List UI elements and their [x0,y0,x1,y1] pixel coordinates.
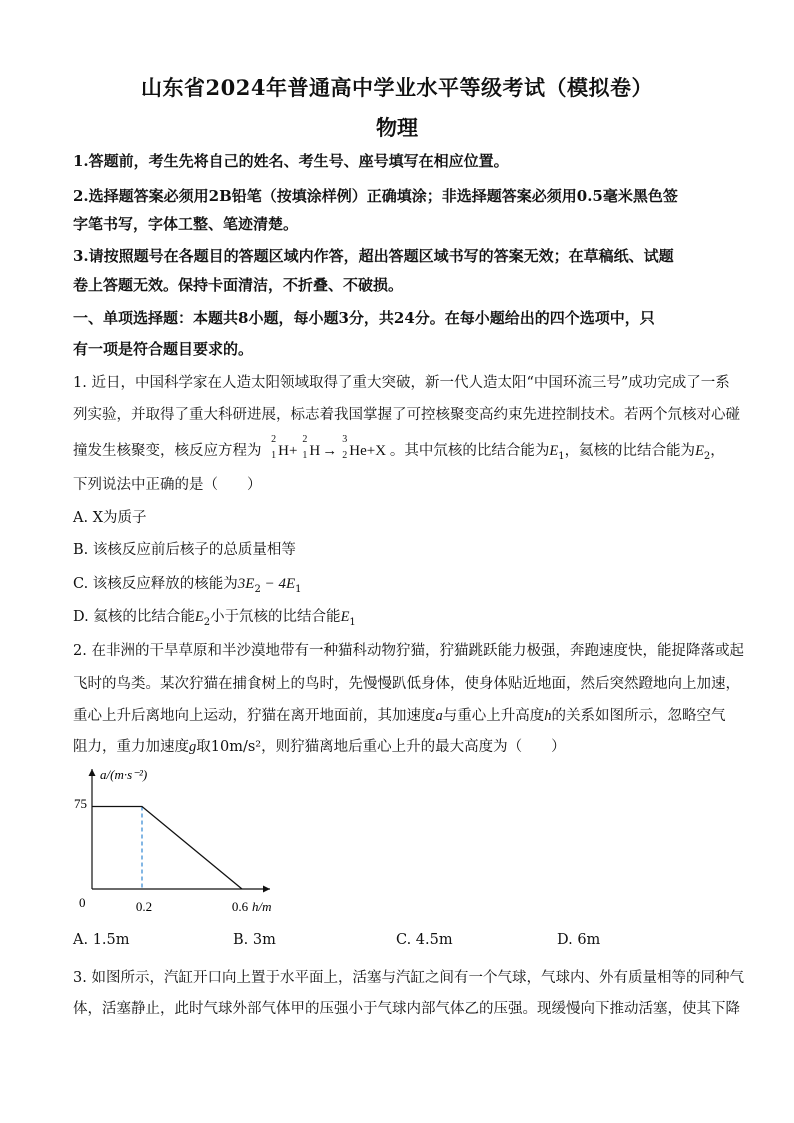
instruction-3-cont: 卷上答题无效。保持卡面清洁，不折叠、不破损。 [73,276,404,294]
e1-subscript: 1 [558,450,565,462]
q3-stem-line2: 体，活塞静止，此时气球外部气体甲的压强小于气球内部气体乙的压强。现缓慢向下推动活塞，使其下降 [73,1001,740,1017]
q1-option-d-e2: E [194,609,204,625]
exam-title: 山东省2024年普通高中学业水平等级考试（模拟卷） [141,75,653,100]
var-h: h [544,708,552,724]
section-heading-cont: 有一项是符合题目要求的。 [73,340,254,358]
q2-stem-line1: 2. 在非洲的干旱草原和半沙漠地带有一种猫科动物狞猫，狞猫跳跃能力极强，奔跑速度快，能捉降落或起 [73,643,744,659]
plus-sign-2: + [366,443,376,459]
y-axis-label: a/(m·s⁻²) [100,767,148,782]
q1-option-c-expr: 3E [237,576,255,592]
helium-charge-number: 2 [342,450,348,461]
q1-stem-prefix: 撞发生核聚变，核反应方程为 [73,443,262,459]
q2-option-a[interactable]: A. 1.5m [73,932,130,948]
q1-option-c[interactable] [73,572,302,595]
q2-stem-line3 [73,704,726,725]
x-tick-label-0.6: 0.6 [231,899,249,914]
x-axis-label: h/m [252,899,272,914]
deuteron-mass-number: 2 [271,434,277,445]
q1-stem-end: ， [710,443,725,459]
q2-option-c[interactable]: C. 4.5m [396,932,453,948]
q1-option-c-text: C. 该核反应释放的核能为 [73,576,238,592]
e2-symbol: E [695,443,704,459]
q3-stem-line1: 3. 如图所示，汽缸开口向上置于水平面上，活塞与汽缸之间有一个气球，气球内、外有质量相等的同种气 [73,970,744,986]
q1-option-d-mid: 小于氘核的比结合能 [210,609,341,625]
q1-option-d-sub2: 2 [203,616,211,628]
q2-line3-a: 重心上升后离地向上运动，狞猫在离开地面前，其加速度 [73,708,436,724]
instruction-1: 1.答题前，考生先将自己的姓名、考生号、座号填写在相应位置。 [73,152,509,170]
plus-sign: + [288,443,298,459]
y-tick-label: 75 [74,796,87,811]
e2-subscript: 2 [703,450,711,462]
helium-mass-number: 3 [342,434,348,445]
e1-symbol: E [549,443,559,459]
deuteron2-mass-number: 2 [302,434,308,445]
reaction-arrow: → [322,443,338,459]
q1-option-c-sub1: 2 [254,583,261,595]
q1-option-d-sub1: 1 [349,616,356,628]
deuteron-symbol: H [278,443,289,459]
q1-option-c-mid: − 4E [260,576,296,592]
origin-label: 0 [79,895,86,910]
helium-symbol: He [349,443,367,459]
acceleration-height-chart [70,765,290,920]
q1-option-d-text: D. 氦核的比结合能 [73,609,195,625]
instruction-3: 3.请按照题号在各题目的答题区域内作答，超出答题区域书写的答案无效；在草稿纸、试题 [73,247,674,265]
instruction-2-cont: 字笔书写，字体工整、笔迹清楚。 [73,215,299,233]
q1-option-d-e1: E [340,609,350,625]
q1-option-b[interactable]: B. 该核反应前后核子的总质量相等 [73,542,296,558]
deuteron2-symbol: H [309,443,321,459]
var-g: g [189,739,197,755]
subject-title: 物理 [376,115,418,140]
q1-option-a[interactable]: A. X为质子 [73,510,147,526]
q2-line4-b: 取10m/s²，则狞猫离地后重心上升的最大高度为（ ） [196,739,566,755]
q1-stem-line2: 列实验，并取得了重大科研进展，标志着我国掌握了可控核聚变高约束先进控制技术。若两个氘核对心碰 [73,407,740,423]
q2-line4-a: 阻力，重力加速度 [73,739,189,755]
deuteron2-charge-number: 1 [302,450,308,461]
reaction-equation [266,434,390,461]
q2-line3-b: 与重心上升高度 [442,708,545,724]
q1-stem-line3 [73,434,725,462]
x-tick-label-0.2: 0.2 [135,899,153,914]
q1-option-d[interactable] [73,605,356,628]
q2-stem-line4 [73,735,566,756]
q2-stem-line2: 飞时的鸟类。某次狞猫在捕食树上的鸟时，先慢慢趴低身体，使身体贴近地面，然后突然蹬地向上加速， [73,676,740,692]
section-heading: 一、单项选择题：本题共8小题，每小题3分，共24分。在每小题给出的四个选项中，只 [73,309,655,327]
q1-stem-suffix-b: ，氦核的比结合能为 [564,443,696,459]
instruction-2: 2.选择题答案必须用2B铅笔（按填涂样例）正确填涂；非选择题答案必须用0.5毫米黑色签 [73,187,678,205]
q1-option-c-sub2: 1 [295,583,302,595]
q1-stem-suffix-a: 。其中氘核的比结合能为 [389,443,550,459]
deuteron-charge-number: 1 [271,450,277,461]
particle-x: X [375,443,387,459]
q2-option-b[interactable]: B. 3m [233,932,276,948]
series-line [92,807,242,890]
var-a: a [435,708,443,724]
q1-stem-line1: 1. 近日，中国科学家在人造太阳领域取得了重大突破，新一代人造太阳“中国环流三号”成功完成了一系 [73,375,730,391]
q2-option-d[interactable]: D. 6m [557,932,601,948]
q2-line3-c: 的关系如图所示，忽略空气 [551,708,726,724]
q1-stem-line4: 下列说法中正确的是（ ） [73,477,262,493]
